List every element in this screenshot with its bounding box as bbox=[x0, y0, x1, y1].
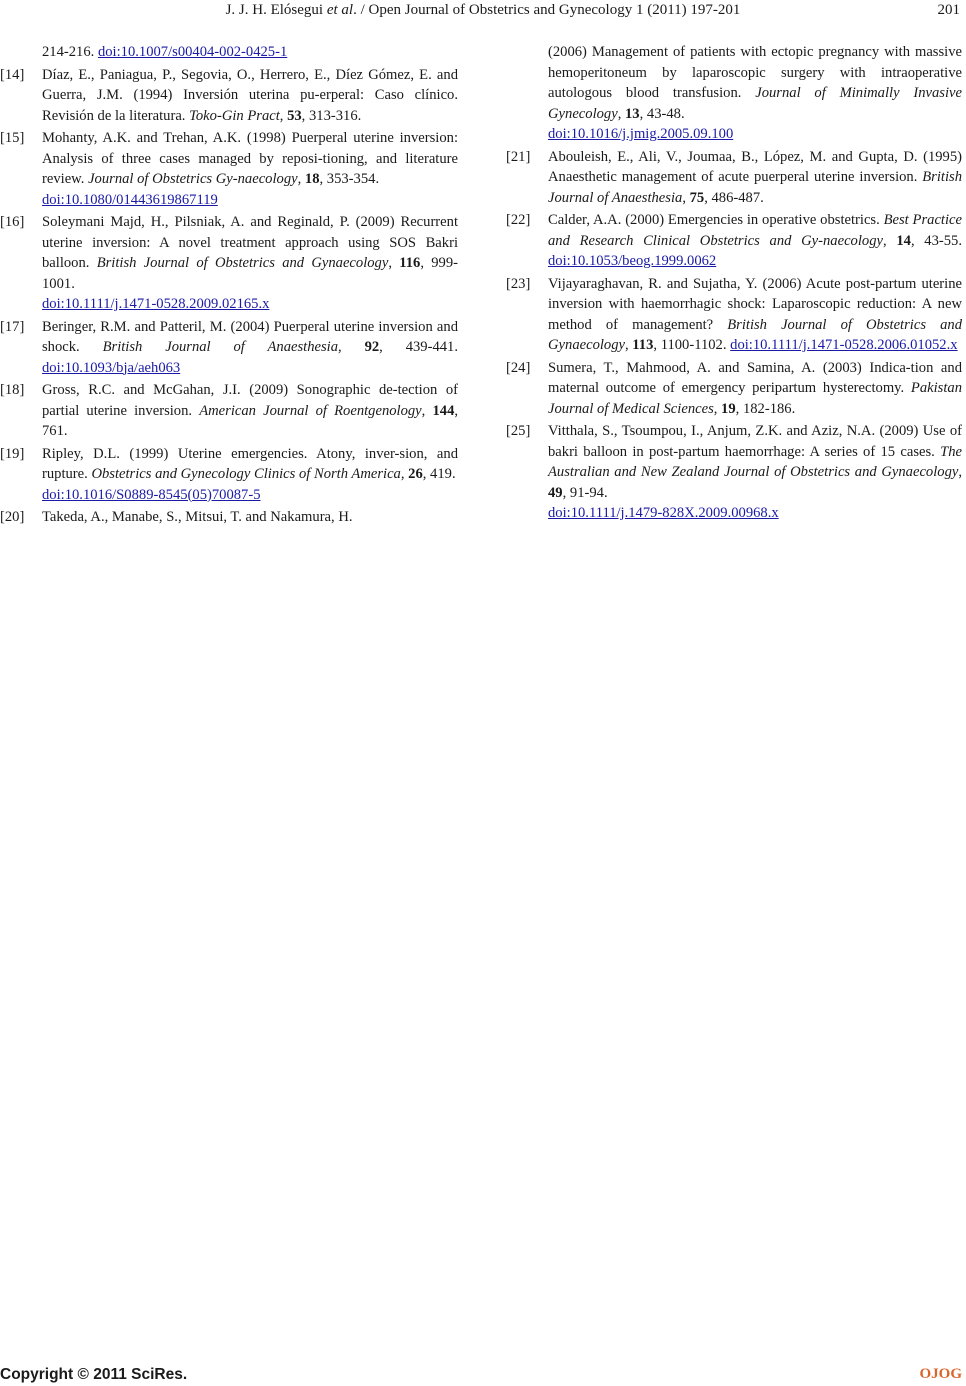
reference-text: , 486-487. bbox=[704, 189, 764, 206]
reference-item bbox=[0, 444, 458, 506]
reference-text: , bbox=[882, 232, 897, 249]
reference-source-title: Best Practice and Research Clinical Obstetrics and Gy-naecology bbox=[548, 212, 962, 249]
reference-text: Vitthala, S., Tsoumpou, I., Anjum, Z.K. and Aziz, N.A. (2009) Use of bakri balloon in post-partum haemorrhage: A series of 15 cases. bbox=[548, 423, 962, 460]
reference-text: Mohanty, A.K. and Trehan, A.K. (1998) Puerperal uterine inversion: Analysis of three cases managed by reposi-tioning, and literature review. bbox=[42, 130, 458, 187]
reference-volume: 116 bbox=[399, 255, 421, 271]
reference-item bbox=[506, 147, 962, 209]
doi-link[interactable]: doi:10.1016/j.jmig.2005.09.100 bbox=[548, 126, 734, 142]
reference-text: , bbox=[297, 171, 305, 187]
reference-volume: 53 bbox=[287, 107, 302, 124]
doi-link[interactable]: doi:10.1111/j.1471-0528.2006.01052.x bbox=[730, 337, 958, 353]
journal-abbreviation: OJOG bbox=[919, 1366, 962, 1382]
reference-text: , 91-94. bbox=[562, 484, 608, 501]
reference-volume: 144 bbox=[432, 402, 455, 419]
reference-text: , bbox=[338, 339, 365, 355]
reference-number: [18] bbox=[0, 382, 25, 398]
reference-source-title: Pakistan Journal of Medical Sciences bbox=[548, 380, 962, 417]
doi-link[interactable]: doi:10.1080/01443619867119 bbox=[42, 191, 218, 208]
running-title bbox=[0, 0, 966, 20]
reference-item bbox=[0, 507, 458, 528]
reference-source-title: American Journal of Roentgenology bbox=[199, 402, 422, 419]
reference-number: [20] bbox=[0, 509, 25, 525]
reference-item bbox=[0, 380, 458, 442]
reference-item bbox=[506, 274, 962, 356]
reference-text: , bbox=[421, 402, 433, 419]
reference-text: , 182-186. bbox=[735, 400, 796, 417]
running-title-etal: et al bbox=[326, 2, 354, 18]
reference-text: , 419. bbox=[422, 466, 456, 482]
reference-continuation-right bbox=[506, 42, 962, 145]
reference-volume: 18 bbox=[304, 171, 320, 187]
reference-source-title: Journal of Obstetrics Gy-naecology bbox=[88, 171, 298, 187]
reference-text: , bbox=[388, 255, 400, 271]
reference-text: , bbox=[958, 464, 962, 480]
page-number: 201 bbox=[937, 2, 960, 18]
doi-link[interactable]: doi:10.1111/j.1471-0528.2009.02165.x bbox=[42, 296, 270, 312]
reference-text: Soleymani Majd, H., Pilsniak, A. and Reginald, P. (2009) Recurrent uterine inversion: A novel treatment approach using SOS Bakri balloon. bbox=[42, 214, 458, 271]
running-header bbox=[0, 0, 966, 22]
doi-link[interactable]: doi:10.1111/j.1479-828X.2009.00968.x bbox=[548, 505, 779, 521]
reference-item bbox=[0, 65, 458, 127]
running-title-authors: J. J. H. Elósegui bbox=[225, 2, 327, 18]
reference-text: , bbox=[617, 105, 625, 122]
references-left-column bbox=[0, 42, 458, 530]
references-right-column bbox=[506, 42, 962, 526]
reference-text: , 353-354. bbox=[319, 171, 380, 187]
copyright-notice: Copyright © 2011 SciRes. bbox=[0, 1366, 188, 1383]
reference-number: [15] bbox=[0, 130, 25, 146]
reference-volume: 13 bbox=[625, 105, 640, 122]
reference-volume: 75 bbox=[689, 189, 705, 206]
reference-text: , bbox=[400, 466, 409, 482]
reference-text: Díaz, E., Paniagua, P., Segovia, O., Herrero, E., Díez Gómez, E. and Guerra, J.M. (1994) Inversión uterina pu-erperal: Caso clínico. Revisión de la literatura. bbox=[42, 66, 458, 124]
reference-text: , 999-1001. bbox=[42, 255, 458, 292]
reference-source-title: Obstetrics and Gynecology Clinics of North America bbox=[91, 466, 401, 482]
reference-number: [24] bbox=[506, 359, 531, 376]
reference-number: [14] bbox=[0, 66, 25, 83]
reference-volume: 14 bbox=[896, 232, 911, 249]
reference-text: Ripley, D.L. (1999) Uterine emergencies. Atony, inver-sion, and rupture. bbox=[42, 445, 458, 482]
reference-text: , bbox=[625, 337, 633, 353]
reference-item bbox=[0, 128, 458, 210]
reference-text: , 43-48. bbox=[639, 105, 685, 122]
running-title-journal: . / Open Journal of Obstetrics and Gynecology 1 (2011) 197-201 bbox=[353, 2, 741, 18]
doi-link[interactable]: doi:10.1007/s00404-002-0425-1 bbox=[97, 44, 288, 60]
reference-text: Beringer, R.M. and Patteril, M. (2004) Puerperal uterine inversion and shock. bbox=[42, 318, 458, 355]
reference-continuation-text: 214-216. bbox=[42, 44, 98, 60]
reference-item bbox=[0, 212, 458, 315]
reference-number: [19] bbox=[0, 445, 25, 462]
reference-continuation-left bbox=[0, 42, 458, 63]
reference-text: Abouleish, E., Ali, V., Joumaa, B., López, M. and Gupta, D. (1995) Anaesthetic management of acute puerperal uterine inversion. bbox=[548, 148, 962, 185]
doi-link[interactable]: doi:10.1053/beog.1999.0062 bbox=[548, 253, 717, 269]
reference-volume: 113 bbox=[632, 337, 654, 353]
reference-source-title: Toko-Gin Pract bbox=[189, 107, 280, 124]
reference-source-title: British Journal of Obstetrics and Gynaecology bbox=[96, 255, 389, 271]
reference-text: Takeda, A., Manabe, S., Mitsui, T. and Nakamura, H. bbox=[42, 509, 353, 525]
doi-link[interactable]: doi:10.1093/bja/aeh063 bbox=[42, 359, 181, 376]
reference-text: Calder, A.A. (2000) Emergencies in operative obstetrics. bbox=[548, 212, 884, 228]
reference-text: Vijayaraghavan, R. and Sujatha, Y. (2006) Acute post-partum uterine inversion with haemorrhagic shock: Laparoscopic reduction: A new method of management? bbox=[548, 275, 962, 333]
reference-item bbox=[506, 358, 962, 420]
reference-text: , 1100-1102. bbox=[653, 337, 731, 353]
reference-source-title: British Journal of Obstetrics and Gynaecology bbox=[548, 316, 962, 353]
reference-number: [17] bbox=[0, 318, 25, 335]
reference-source-title: The Australian and New Zealand Journal of Obstetrics and Gynaecology bbox=[548, 443, 962, 480]
reference-item bbox=[506, 421, 962, 524]
reference-number: [22] bbox=[506, 212, 531, 228]
reference-text: , 43-55. bbox=[910, 232, 962, 249]
reference-text: Sumera, T., Mahmood, A. and Samina, A. (2003) Indica-tion and maternal outcome of emergency peripartum hysterectomy. bbox=[548, 359, 962, 396]
reference-text: , 761. bbox=[42, 402, 459, 439]
reference-number: [25] bbox=[506, 423, 531, 439]
reference-list-left bbox=[0, 65, 458, 528]
reference-source-title: British Journal of Anaesthesia bbox=[102, 339, 339, 355]
reference-source-title: British Journal of Anaesthesia bbox=[548, 169, 962, 206]
reference-text: , bbox=[682, 189, 690, 206]
doi-link[interactable]: doi:10.1016/S0889-8545(05)70087-5 bbox=[42, 486, 261, 503]
reference-text: , bbox=[713, 400, 722, 417]
reference-source-title: Journal of Minimally Invasive Gynecology bbox=[548, 85, 962, 122]
reference-number: [23] bbox=[506, 275, 531, 292]
reference-volume: 19 bbox=[721, 400, 736, 417]
reference-text: , 439-441. bbox=[379, 339, 458, 355]
reference-list-right bbox=[506, 147, 962, 524]
reference-volume: 26 bbox=[408, 466, 423, 482]
reference-volume: 49 bbox=[548, 484, 563, 501]
reference-item bbox=[506, 210, 962, 272]
reference-text: (2006) Management of patients with ectopic pregnancy with massive hemoperitoneum by laparoscopic surgery with intraoperative autologous blood transfusion. bbox=[548, 44, 962, 101]
reference-text: Gross, R.C. and McGahan, J.I. (2009) Sonographic de-tection of partial uterine inversion. bbox=[42, 382, 458, 419]
reference-item bbox=[0, 317, 458, 379]
reference-volume: 92 bbox=[364, 339, 380, 355]
reference-number: [21] bbox=[506, 148, 531, 165]
reference-text: , bbox=[279, 107, 288, 124]
reference-number: [16] bbox=[0, 214, 25, 230]
reference-text: , 313-316. bbox=[301, 107, 362, 124]
